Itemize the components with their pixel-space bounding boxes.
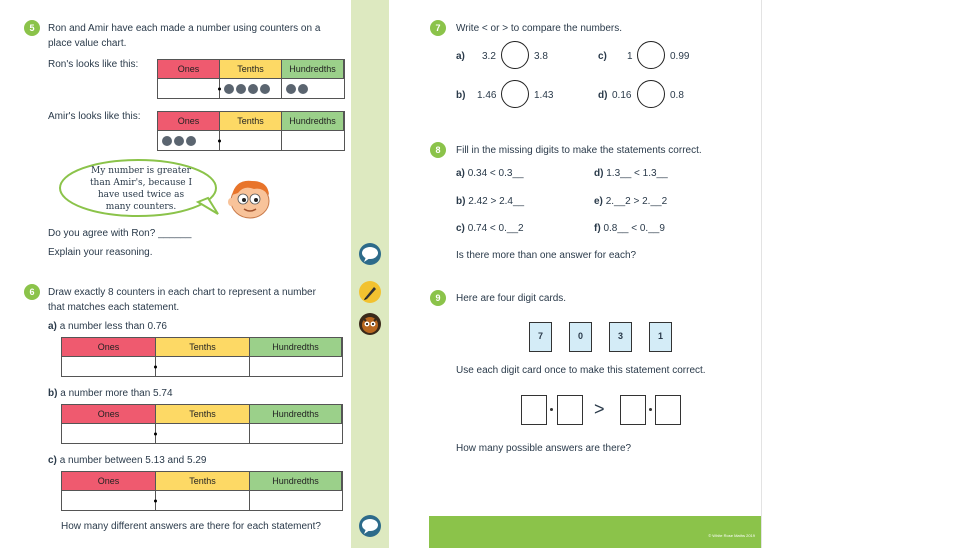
counter <box>162 136 172 146</box>
ones-cell[interactable] <box>62 424 156 443</box>
q7b-right: 1.43 <box>534 90 554 101</box>
q7d-left: 0.16 <box>612 90 632 101</box>
q8c <box>456 222 524 235</box>
decimal-point <box>550 408 553 411</box>
ones-header: Ones <box>158 60 220 79</box>
tenths-cell[interactable] <box>156 357 250 376</box>
counter <box>236 84 246 94</box>
ones-cell[interactable] <box>62 491 156 510</box>
decimal-point <box>154 365 157 368</box>
q6b-label <box>48 387 173 400</box>
tenths-cell[interactable] <box>156 491 250 510</box>
tenths-cell[interactable] <box>156 424 250 443</box>
part-label: a) <box>456 168 465 179</box>
q5-question: Do you agree with Ron? ______ <box>48 228 192 239</box>
counter <box>298 84 308 94</box>
statement: 0.74 < 0.__2 <box>467 223 524 234</box>
speech-bubble-icon <box>359 243 381 265</box>
tenths-header: Tenths <box>220 112 282 131</box>
part-label: c) <box>48 455 57 466</box>
amir-label: Amir's looks like this: <box>48 111 141 122</box>
question-number-badge: 6 <box>24 284 40 300</box>
q7d-compare-circle[interactable] <box>637 80 665 108</box>
statement: 0.8__ < 0.__9 <box>603 223 665 234</box>
speech-line: many counters. <box>105 202 177 212</box>
question-number-badge: 9 <box>430 290 446 306</box>
statement: 2.__2 > 2.__2 <box>605 196 668 207</box>
part-text: a number between 5.13 and 5.29 <box>59 455 207 466</box>
part-label: e) <box>594 196 603 207</box>
q8-title: Fill in the missing digits to make the statements correct. <box>456 145 702 156</box>
q7c-label: c) <box>598 51 607 62</box>
q8f <box>594 222 665 235</box>
q6a-label <box>48 320 167 333</box>
hundredths-header: Hundredths <box>250 338 342 357</box>
q6c-label <box>48 454 206 467</box>
hundredths-header: Hundredths <box>282 112 344 131</box>
q8d <box>594 167 668 180</box>
counter <box>260 84 270 94</box>
counter <box>186 136 196 146</box>
q7d-label: d) <box>598 90 608 101</box>
tenths-cell <box>220 131 282 150</box>
q7a-label: a) <box>456 51 465 62</box>
q6b-place-value-chart[interactable] <box>61 404 343 444</box>
q7c-right: 0.99 <box>670 51 690 62</box>
q5-text-line1: Ron and Amir have each made a number using counters on a <box>48 23 321 34</box>
q6a-place-value-chart[interactable] <box>61 337 343 377</box>
part-text: a number less than 0.76 <box>59 321 167 332</box>
question-number-badge: 8 <box>430 142 446 158</box>
q5-explain: Explain your reasoning. <box>48 247 153 258</box>
digit-card[interactable]: 7 <box>529 322 552 352</box>
hundredths-cell[interactable] <box>250 424 342 443</box>
q9-instruction: Use each digit card once to make this statement correct. <box>456 365 706 376</box>
q7c-left: 1 <box>627 51 633 62</box>
q9-title: Here are four digit cards. <box>456 293 567 304</box>
counter <box>174 136 184 146</box>
greater-than-symbol: > <box>594 399 605 419</box>
ron-place-value-chart <box>157 59 345 99</box>
decimal-point <box>218 87 221 90</box>
amir-place-value-chart <box>157 111 345 151</box>
counter <box>286 84 296 94</box>
hundredths-header: Hundredths <box>282 60 344 79</box>
q7-title: Write < or > to compare the numbers. <box>456 23 623 34</box>
q7a-right: 3.8 <box>534 51 548 62</box>
q8e <box>594 195 667 208</box>
decimal-point <box>649 408 652 411</box>
answer-box[interactable] <box>620 395 646 425</box>
part-label: a) <box>48 321 57 332</box>
q7a-left: 3.2 <box>482 51 496 62</box>
q8a <box>456 167 524 180</box>
speech-text <box>82 165 200 213</box>
q8b <box>456 195 524 208</box>
q6-final: How many different answers are there for each statement? <box>61 521 321 532</box>
speech-line: My number is greater <box>91 166 191 176</box>
question-number-badge: 5 <box>24 20 40 36</box>
decimal-point <box>154 432 157 435</box>
tenths-header: Tenths <box>156 405 250 424</box>
page-spine <box>351 0 389 548</box>
decimal-point <box>154 499 157 502</box>
decimal-point <box>218 139 221 142</box>
answer-box[interactable] <box>557 395 583 425</box>
pencil-icon <box>359 281 381 303</box>
hundredths-header: Hundredths <box>250 405 342 424</box>
ones-cell <box>158 131 220 150</box>
ones-header: Ones <box>62 338 156 357</box>
digit-card[interactable]: 0 <box>569 322 592 352</box>
q7b-left: 1.46 <box>477 90 497 101</box>
q6-text-line2: that matches each statement. <box>48 302 180 313</box>
tenths-header: Tenths <box>220 60 282 79</box>
q7b-label: b) <box>456 90 466 101</box>
q6c-place-value-chart[interactable] <box>61 471 343 511</box>
part-label: b) <box>48 388 58 399</box>
tenths-cell <box>220 79 282 98</box>
copyright-text: © White Rose Maths 2019 <box>708 533 755 538</box>
counter <box>248 84 258 94</box>
statement: 0.34 < 0.3__ <box>467 168 524 179</box>
ones-header: Ones <box>62 405 156 424</box>
q7a-compare-circle[interactable] <box>501 41 529 69</box>
owl-icon <box>359 313 381 335</box>
q5-text-line2: place value chart. <box>48 38 127 49</box>
q8-final: Is there more than one answer for each? <box>456 250 637 261</box>
digit-card[interactable]: 1 <box>649 322 672 352</box>
speech-line: than Amir's, because I <box>89 178 193 188</box>
part-label: d) <box>594 168 604 179</box>
ron-label: Ron's looks like this: <box>48 59 139 70</box>
answer-box[interactable] <box>521 395 547 425</box>
tenths-header: Tenths <box>156 472 250 491</box>
question-number-badge: 7 <box>430 20 446 36</box>
ron-face-icon <box>224 175 276 221</box>
q7d-right: 0.8 <box>670 90 684 101</box>
ones-header: Ones <box>62 472 156 491</box>
ones-header: Ones <box>158 112 220 131</box>
tenths-header: Tenths <box>156 338 250 357</box>
hundredths-cell <box>282 131 344 150</box>
footer-bar <box>429 516 761 548</box>
digit-card[interactable]: 3 <box>609 322 632 352</box>
part-label: f) <box>594 223 601 234</box>
part-text: a number more than 5.74 <box>60 388 173 399</box>
hundredths-header: Hundredths <box>250 472 342 491</box>
part-label: b) <box>456 196 466 207</box>
statement: 1.3__ < 1.3__ <box>606 168 668 179</box>
q6-text-line1: Draw exactly 8 counters in each chart to represent a number <box>48 287 316 298</box>
speech-line: have used twice as <box>97 190 185 200</box>
hundredths-cell[interactable] <box>250 357 342 376</box>
ones-cell[interactable] <box>62 357 156 376</box>
q7b-compare-circle[interactable] <box>501 80 529 108</box>
counter <box>224 84 234 94</box>
q9-final: How many possible answers are there? <box>456 443 632 454</box>
hundredths-cell <box>282 79 344 98</box>
statement: 2.42 > 2.4__ <box>468 196 525 207</box>
page-border <box>761 0 762 548</box>
q7c-compare-circle[interactable] <box>637 41 665 69</box>
ones-cell <box>158 79 220 98</box>
hundredths-cell[interactable] <box>250 491 342 510</box>
part-label: c) <box>456 223 465 234</box>
answer-box[interactable] <box>655 395 681 425</box>
speech-bubble-icon <box>359 515 381 537</box>
